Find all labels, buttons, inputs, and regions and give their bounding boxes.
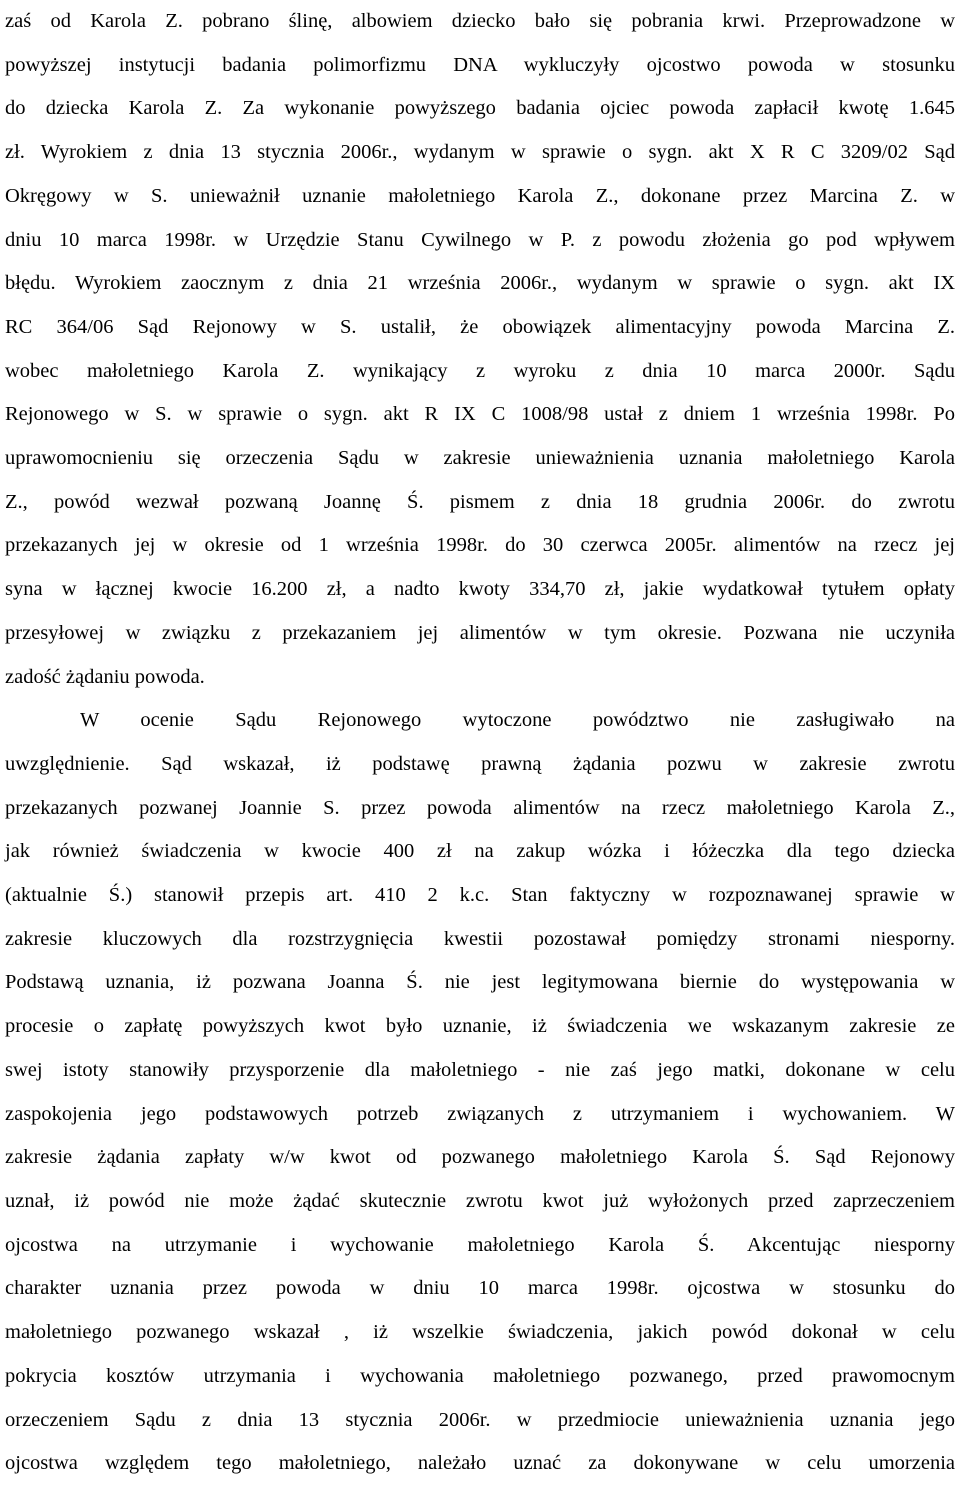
text-line: W ocenie Sądu Rejonowego wytoczone powództwo nie zasługiwało na: [80, 709, 955, 732]
text-line: zaś od Karola Z. pobrano ślinę, albowiem dziecko bało się pobrania krwi. Przeprowadzone w: [5, 10, 955, 32]
text-line: zakresie żądania zapłaty w/w kwot od pozwanego małoletniego Karola Ś. Sąd Rejonowy: [5, 1146, 955, 1169]
paragraph-1: [5, 0, 955, 699]
text-line: Okręgowy w S. unieważnił uznanie małoletniego Karola Z., dokonane przez Marcina Z. w: [5, 184, 955, 207]
text-line: swej istoty stanowiły przysporzenie dla małoletniego - nie zaś jego matki, dokonane w celu: [5, 1058, 955, 1081]
text-line: Z., powód wezwał pozwaną Joannę Ś. pismem z dnia 18 grudnia 2006r. do zwrotu: [5, 490, 955, 513]
text-line: wobec małoletniego Karola Z. wynikający z wyroku z dnia 10 marca 2000r. Sądu: [5, 359, 955, 382]
text-line: przekazanych jej w okresie od 1 września 1998r. do 30 czerwca 2005r. alimentów na rzecz jej: [5, 534, 955, 557]
text-line: uprawomocnieniu się orzeczenia Sądu w zakresie unieważnienia uznania małoletniego Karola: [5, 447, 955, 470]
text-line: Podstawą uznania, iż pozwana Joanna Ś. nie jest legitymowana biernie do występowania w: [5, 971, 955, 994]
text-line: zaspokojenia jego podstawowych potrzeb związanych z utrzymaniem i wychowaniem. W: [5, 1102, 955, 1125]
text-line: ojcostwa względem tego małoletniego, należało uznać za dokonywane w celu umorzenia: [5, 1452, 955, 1475]
text-line: powyższej instytucji badania polimorfizmu DNA wykluczyły ojcostwo powoda w stosunku: [5, 53, 955, 76]
text-line: małoletniego pozwanego wskazał , iż wszelkie świadczenia, jakich powód dokonał w celu: [5, 1321, 955, 1344]
paragraph-2: [5, 699, 955, 1486]
text-line: zadość żądaniu powoda.: [5, 665, 205, 688]
text-line: procesie o zapłatę powyższych kwot było uznanie, iż świadczenia we wskazanym zakresie ze: [5, 1015, 955, 1038]
text-line: uwzględnienie. Sąd wskazał, iż podstawę prawną żądania pozwu w zakresie zwrotu: [5, 752, 955, 775]
text-line: do dziecka Karola Z. Za wykonanie powyższego badania ojciec powoda zapłacił kwotę 1.645: [5, 97, 955, 120]
text-line: charakter uznania przez powoda w dniu 10 marca 1998r. ojcostwa w stosunku do: [5, 1277, 955, 1300]
text-line: Rejonowego w S. w sprawie o sygn. akt R IX C 1008/98 ustał z dniem 1 września 1998r. Po: [5, 403, 955, 426]
text-line: jak również świadczenia w kwocie 400 zł na zakup wózka i łóżeczka dla tego dziecka: [5, 840, 955, 863]
text-line: błędu. Wyrokiem zaocznym z dnia 21 września 2006r., wydanym w sprawie o sygn. akt IX: [5, 272, 955, 295]
text-line: zł. Wyrokiem z dnia 13 stycznia 2006r., wydanym w sprawie o sygn. akt X R C 3209/02 Sąd: [5, 141, 955, 164]
text-line: przekazanych pozwanej Joannie S. przez powoda alimentów na rzecz małoletniego Karola Z.,: [5, 796, 955, 819]
text-line: orzeczeniem Sądu z dnia 13 stycznia 2006r. w przedmiocie unieważnienia uznania jego: [5, 1408, 955, 1431]
text-line: uznał, iż powód nie może żądać skutecznie zwrotu kwot już wyłożonych przed zaprzeczeniem: [5, 1189, 955, 1212]
text-line: pokrycia kosztów utrzymania i wychowania małoletniego pozwanego, przed prawomocnym: [5, 1364, 955, 1387]
text-line: zakresie kluczowych dla rozstrzygnięcia kwestii pozostawał pomiędzy stronami niesporny.: [5, 927, 955, 950]
text-line: (aktualnie Ś.) stanowił przepis art. 410 2 k.c. Stan faktyczny w rozpoznawanej sprawie w: [5, 884, 955, 907]
document-page: [5, 0, 955, 1486]
text-line: RC 364/06 Sąd Rejonowy w S. ustalił, że obowiązek alimentacyjny powoda Marcina Z.: [5, 315, 955, 338]
text-line: ojcostwa na utrzymanie i wychowanie małoletniego Karola Ś. Akcentując niesporny: [5, 1233, 955, 1256]
text-line: przesyłowej w związku z przekazaniem jej alimentów w tym okresie. Pozwana nie uczyniła: [5, 621, 955, 644]
text-line: dniu 10 marca 1998r. w Urzędzie Stanu Cywilnego w P. z powodu złożenia go pod wpływem: [5, 228, 955, 251]
text-line: syna w łącznej kwocie 16.200 zł, a nadto kwoty 334,70 zł, jakie wydatkował tytułem opłaty: [5, 578, 955, 601]
